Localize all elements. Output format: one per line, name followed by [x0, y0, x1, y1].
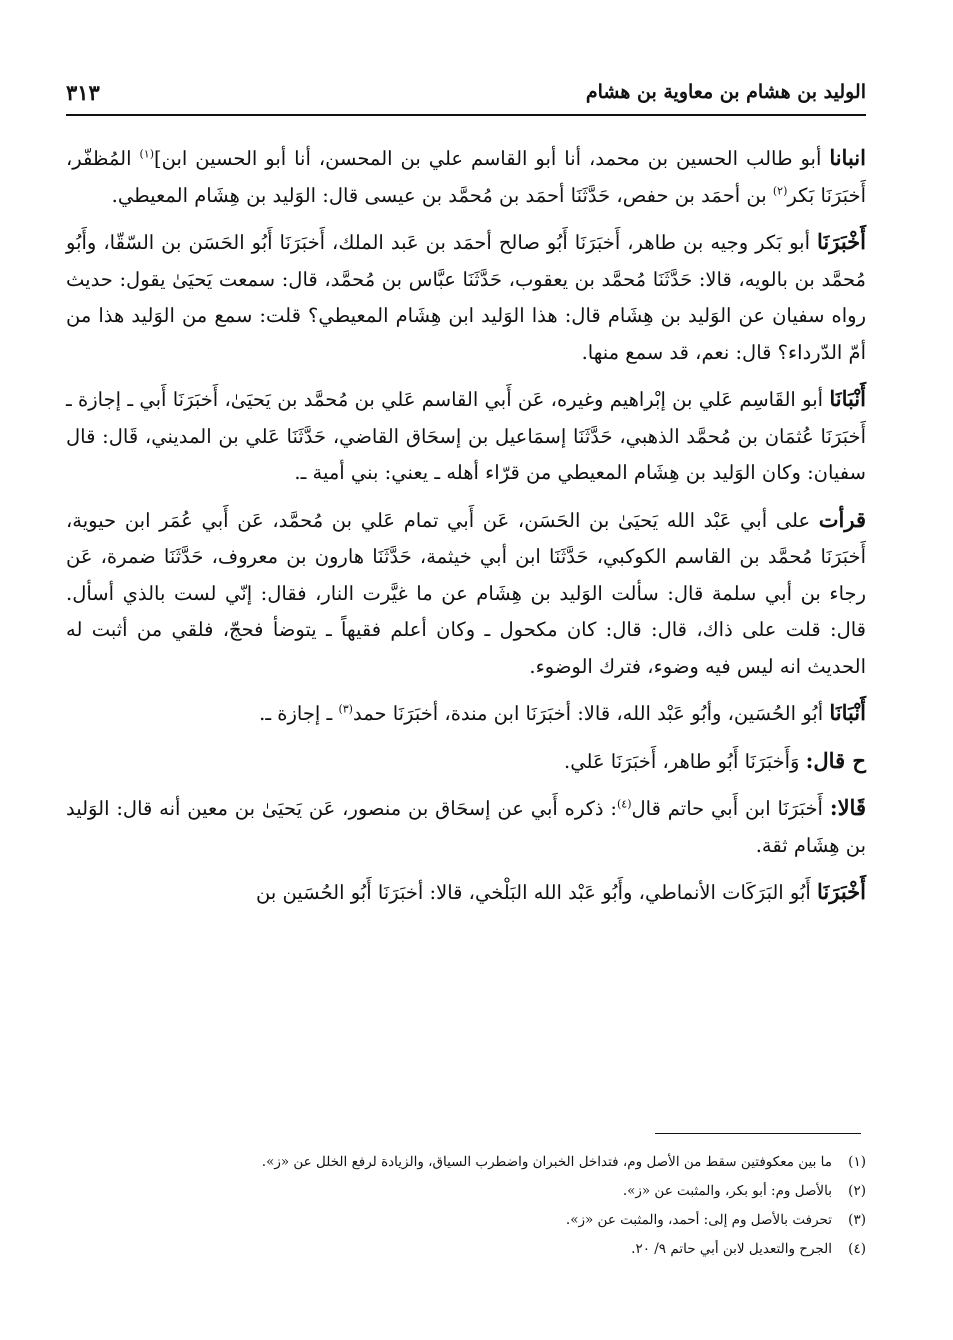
footnote-text: تحرفت بالأصل وم إلى: أحمد، والمثبت عن «ز». [565, 1212, 832, 1228]
lead-word: انبانا [829, 145, 866, 170]
footnote-number: (٤) [848, 1241, 866, 1257]
footnote-marker: (٣) [338, 702, 353, 716]
page-header [66, 70, 866, 116]
paragraph-text: ـ إجازة ـ. [259, 702, 339, 725]
lead-word: أَخْبَرَنَا [817, 229, 866, 254]
footnote-number: (١) [848, 1154, 866, 1170]
paragraph-text: على أبي عَبْد الله يَحيَىٰ بن الحَسَن، عَن أَبي تمام عَلي بن مُحمَّد، عَن أَبي عُمَر ابن حيوية، أَخبَرَنَا مُحمَّد بن القاسم الكوكبي، حَدَّثَنَا ابن أبي خيثمة، حَدَّثَنَا هارون بن معروف، حَدَّثَنَا ضمرة، عَن رجاء بن أبي سلمة قال: سألت الوَليد بن هِشَام عن ما غيَّرت النار، فقال: إنّي لست بالذي أسأل. قال: قلت على ذاك، قال: قال: كان مكحول ـ وكان أعلم فقيهاً ـ يتوضأ فحجّ، فلقي من أثبت له الحديث انه ليس فيه وضوء، فترك الوضوء. [66, 508, 866, 678]
paragraph-text: بن أحمَد بن حفص، حَدَّثَنَا أحمَد بن مُحمَّد بن عيسى قال: الوَليد بن هِشَام المعيطي. [111, 183, 773, 207]
footnote-marker: (٤) [617, 797, 632, 811]
footnote-text: الجرح والتعديل لابن أبي حاتم ٩/ ٢٠. [631, 1241, 832, 1257]
paragraph [66, 743, 866, 781]
page-number: ٣١٣ [66, 79, 100, 105]
lead-word: أَنْبَانَا [829, 700, 866, 725]
lead-word: قرأت [818, 506, 866, 532]
paragraph-text: أبُو الحُسَين، وأبُو عَبْد الله، قالا: أخبَرَنَا ابن مندة، أخبَرَنَا حمد [352, 702, 830, 725]
lead-word: قَالا: [829, 795, 866, 820]
paragraph-text: أبو بَكر وجيه بن طاهر، أَخبَرَنَا أَبُو صالح أحمَد بن عَبد الملك، أَخبَرَنَا أَبُو الحَسَن بن السّقّا، وأَبُو مُحمَّد بن بالويه، قالا: حَدَّثَنَا مُحمَّد بن يعقوب، حَدَّثَنَا عبَّاس بن مُحمَّد، قال: سمعت يَحيَىٰ يقول: حديث رواه سفيان عن الوَليد بن هِشَام قال: هذا الوَليد ابن هِشَام المعيطي؟ قلت: سمع من الوَليد هذا من أمّ الدّرداء؟ قال: نعم، قد سمع منها. [66, 231, 866, 364]
footnotes [92, 1148, 866, 1264]
footnote-divider [655, 1133, 861, 1134]
paragraph-text: وَأَخبَرَنَا أَبُو طاهر، أَخبَرَنَا عَلي. [564, 749, 806, 773]
footnote-text: بالأصل وم: أبو بكر، والمثبت عن «ز». [622, 1183, 832, 1199]
footnote-number: (٣) [848, 1212, 866, 1228]
lead-word: ح قال: [805, 747, 866, 773]
paragraph-text: أَخبَرَنَا ابن أَبي حاتم قال [631, 797, 830, 820]
paragraph-text: : ذكره أَبي عن إسحَاق بن منصور، عَن يَحيَىٰ بن معين أنه قال: الوَليد بن هِشَام ثقة. [66, 797, 866, 857]
footnote [92, 1206, 866, 1235]
paragraph [66, 874, 866, 912]
footnote-marker: (١) [139, 147, 154, 161]
paragraph [66, 381, 866, 492]
footnote [92, 1148, 866, 1177]
paragraph-text: أبو طالب الحسين بن محمد، أنا أبو القاسم علي بن المحسن، أنا أبو الحسين ابن] [154, 147, 830, 170]
paragraph-text: أبو القَاسِم عَلي بن إبْراهيم وغيره، عَن أَبي القاسم عَلي بن مُحمَّد بن يَحيَىٰ، أَخبَرَنَا أَبي ـ إجازة ـ أَخبَرَنَا عُثمَان بن مُحمَّد الذهبي، حَدَّثَنَا إسمَاعيل بن إسحَاق القاضي، حَدَّثَنَا عَلي بن المديني، قَال: قال سفيان: وكان الوَليد بن هِشَام المعيطي من قرّاء أهله ـ يعني: بني أمية ـ. [66, 388, 866, 484]
paragraph [66, 502, 866, 686]
footnote [92, 1235, 866, 1264]
footnote-text: ما بين معكوفتين سقط من الأصل وم، فتداخل الخبران واضطرب السياق، والزيادة لرفع الخلل عن «ز». [261, 1154, 832, 1170]
footnote [92, 1177, 866, 1206]
paragraph [66, 224, 866, 371]
paragraph-text: أَبُو البَرَكَات الأنماطي، وأَبُو عَبْد الله البَلْخي، قالا: أخبَرَنَا أَبُو الحُسَين بن [255, 881, 818, 904]
paragraph [66, 140, 866, 214]
paragraph [66, 790, 866, 864]
running-title: الوليد بن هشام بن معاوية بن هشام [585, 81, 866, 103]
paragraph [66, 695, 866, 733]
paragraph-text: المُظفّر، أَخبَرَنَا بَكر [66, 147, 866, 207]
lead-word: أَنْبَانَا [829, 386, 866, 411]
lead-word: أَخْبَرَنَا [817, 879, 866, 904]
main-text [66, 140, 866, 922]
footnote-number: (٢) [848, 1183, 866, 1199]
footnote-marker: (٢) [772, 184, 788, 197]
